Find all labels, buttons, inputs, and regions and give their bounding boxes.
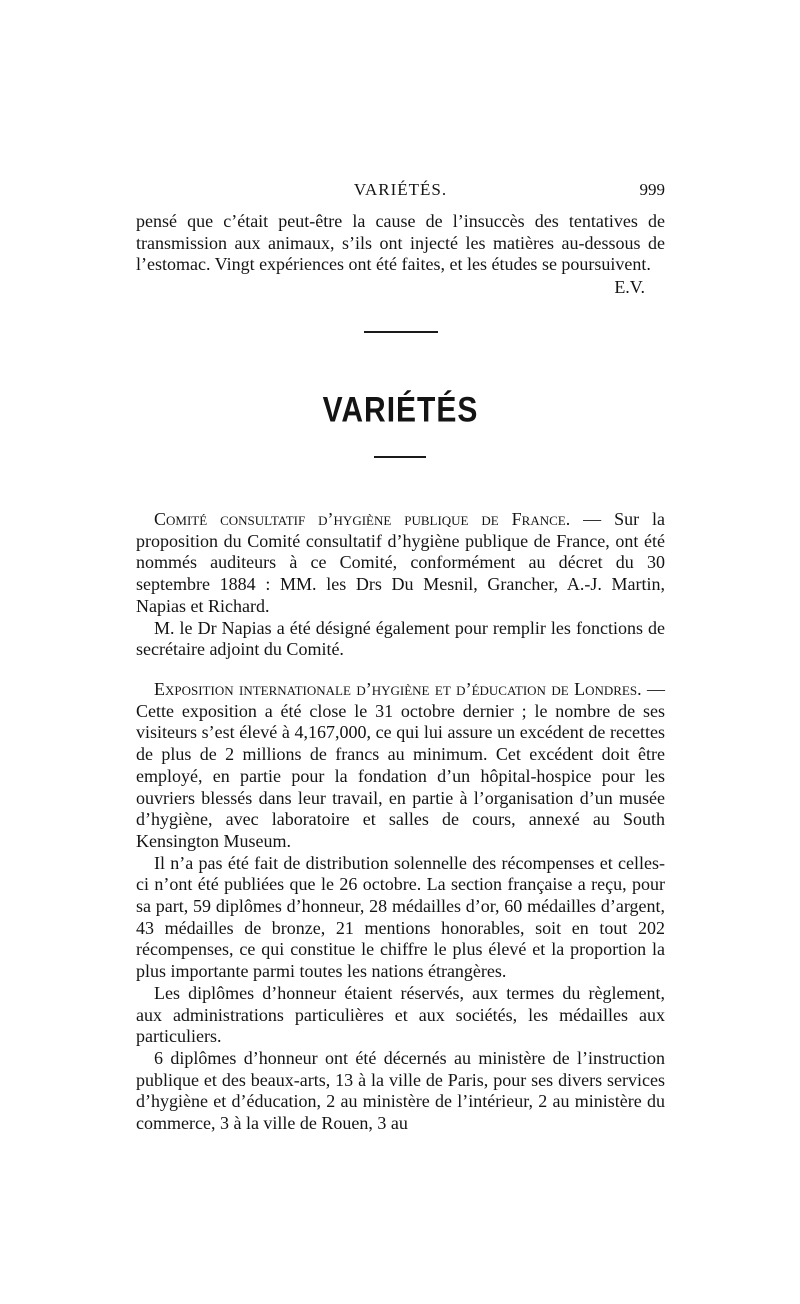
- article-paragraph: 6 diplômes d’honneur ont été décernés au ministère de l’instruction publique et des beaux-arts, 13 à la ville de Paris, pour ses divers services d’hygiène et d’éducation, 2 au ministère de l’intérieur, 2 au ministère du commerce, 3 à la ville de Rouen, 3 au: [136, 1047, 665, 1134]
- article-paragraph: [136, 509, 665, 618]
- signature: E.V.: [614, 277, 645, 298]
- section-title: VARIÉTÉS: [322, 390, 479, 430]
- article-heading: Exposition internationale d’hygiène et d’éducation de Londres.: [154, 679, 642, 699]
- article-paragraph: [136, 679, 665, 853]
- article-paragraph: Il n’a pas été fait de distribution solennelle des récompenses et celles-ci n’ont été publiées que le 26 octobre. La section française a reçu, pour sa part, 59 diplômes d’honneur, 28 médailles d’or, 60 médailles d’argent, 43 médailles de bronze, 21 mentions honorables, soit en tout 202 récompenses, ce qui constitue le chiffre le plus élevé et la proportion la plus importante parmi toutes les nations étrangères.: [136, 852, 665, 982]
- article-comite: [136, 509, 665, 661]
- article-heading: Comité consultatif d’hygiène publique de France.: [154, 509, 571, 529]
- carryover-block: [136, 211, 665, 298]
- carryover-paragraph: pensé que c’était peut-être la cause de l’insuccès des tentatives de transmission aux animaux, s’ils ont injecté les matières au-dessous de l’estomac. Vingt expériences ont été faites, et les études se poursuivent.: [136, 211, 665, 275]
- title-underline-rule: [374, 456, 426, 458]
- running-title: VARIÉTÉS.: [353, 180, 448, 199]
- running-header: [136, 180, 665, 204]
- article-paragraph: M. le Dr Napias a été désigné également pour remplir les fonctions de secrétaire adjoint du Comité.: [136, 617, 665, 660]
- article-exposition: [136, 679, 665, 1135]
- separator-rule: [364, 331, 438, 333]
- page-number: 999: [639, 180, 665, 199]
- article-text: — Sur la proposition du Comité consultatif d’hygiène publique de France, ont été nommés auditeurs à ce Comité, conformément au décret du 30 septembre 1884 : MM. les Drs Du Mesnil, Grancher, A.-J. Martin, Napias et Richard.: [136, 509, 666, 616]
- article-text: — Cette exposition a été close le 31 octobre dernier ; le nombre de ses visiteurs s’est élevé à 4,167,000, ce qui lui assure un excédent de recettes de plus de 2 millions de francs au minimum. Cet excédent doit être employé, en partie pour la fondation d’un hôpital-hospice pour les ouvriers blessés dans leur travail, en partie à l’organisation d’un musée d’hygiène, avec laboratoire et salles de cours, annexé au South Kensington Museum.: [136, 679, 665, 851]
- article-paragraph: Les diplômes d’honneur étaient réservés, aux termes du règlement, aux administrations particulières et aux sociétés, les médailles aux particuliers.: [136, 982, 665, 1047]
